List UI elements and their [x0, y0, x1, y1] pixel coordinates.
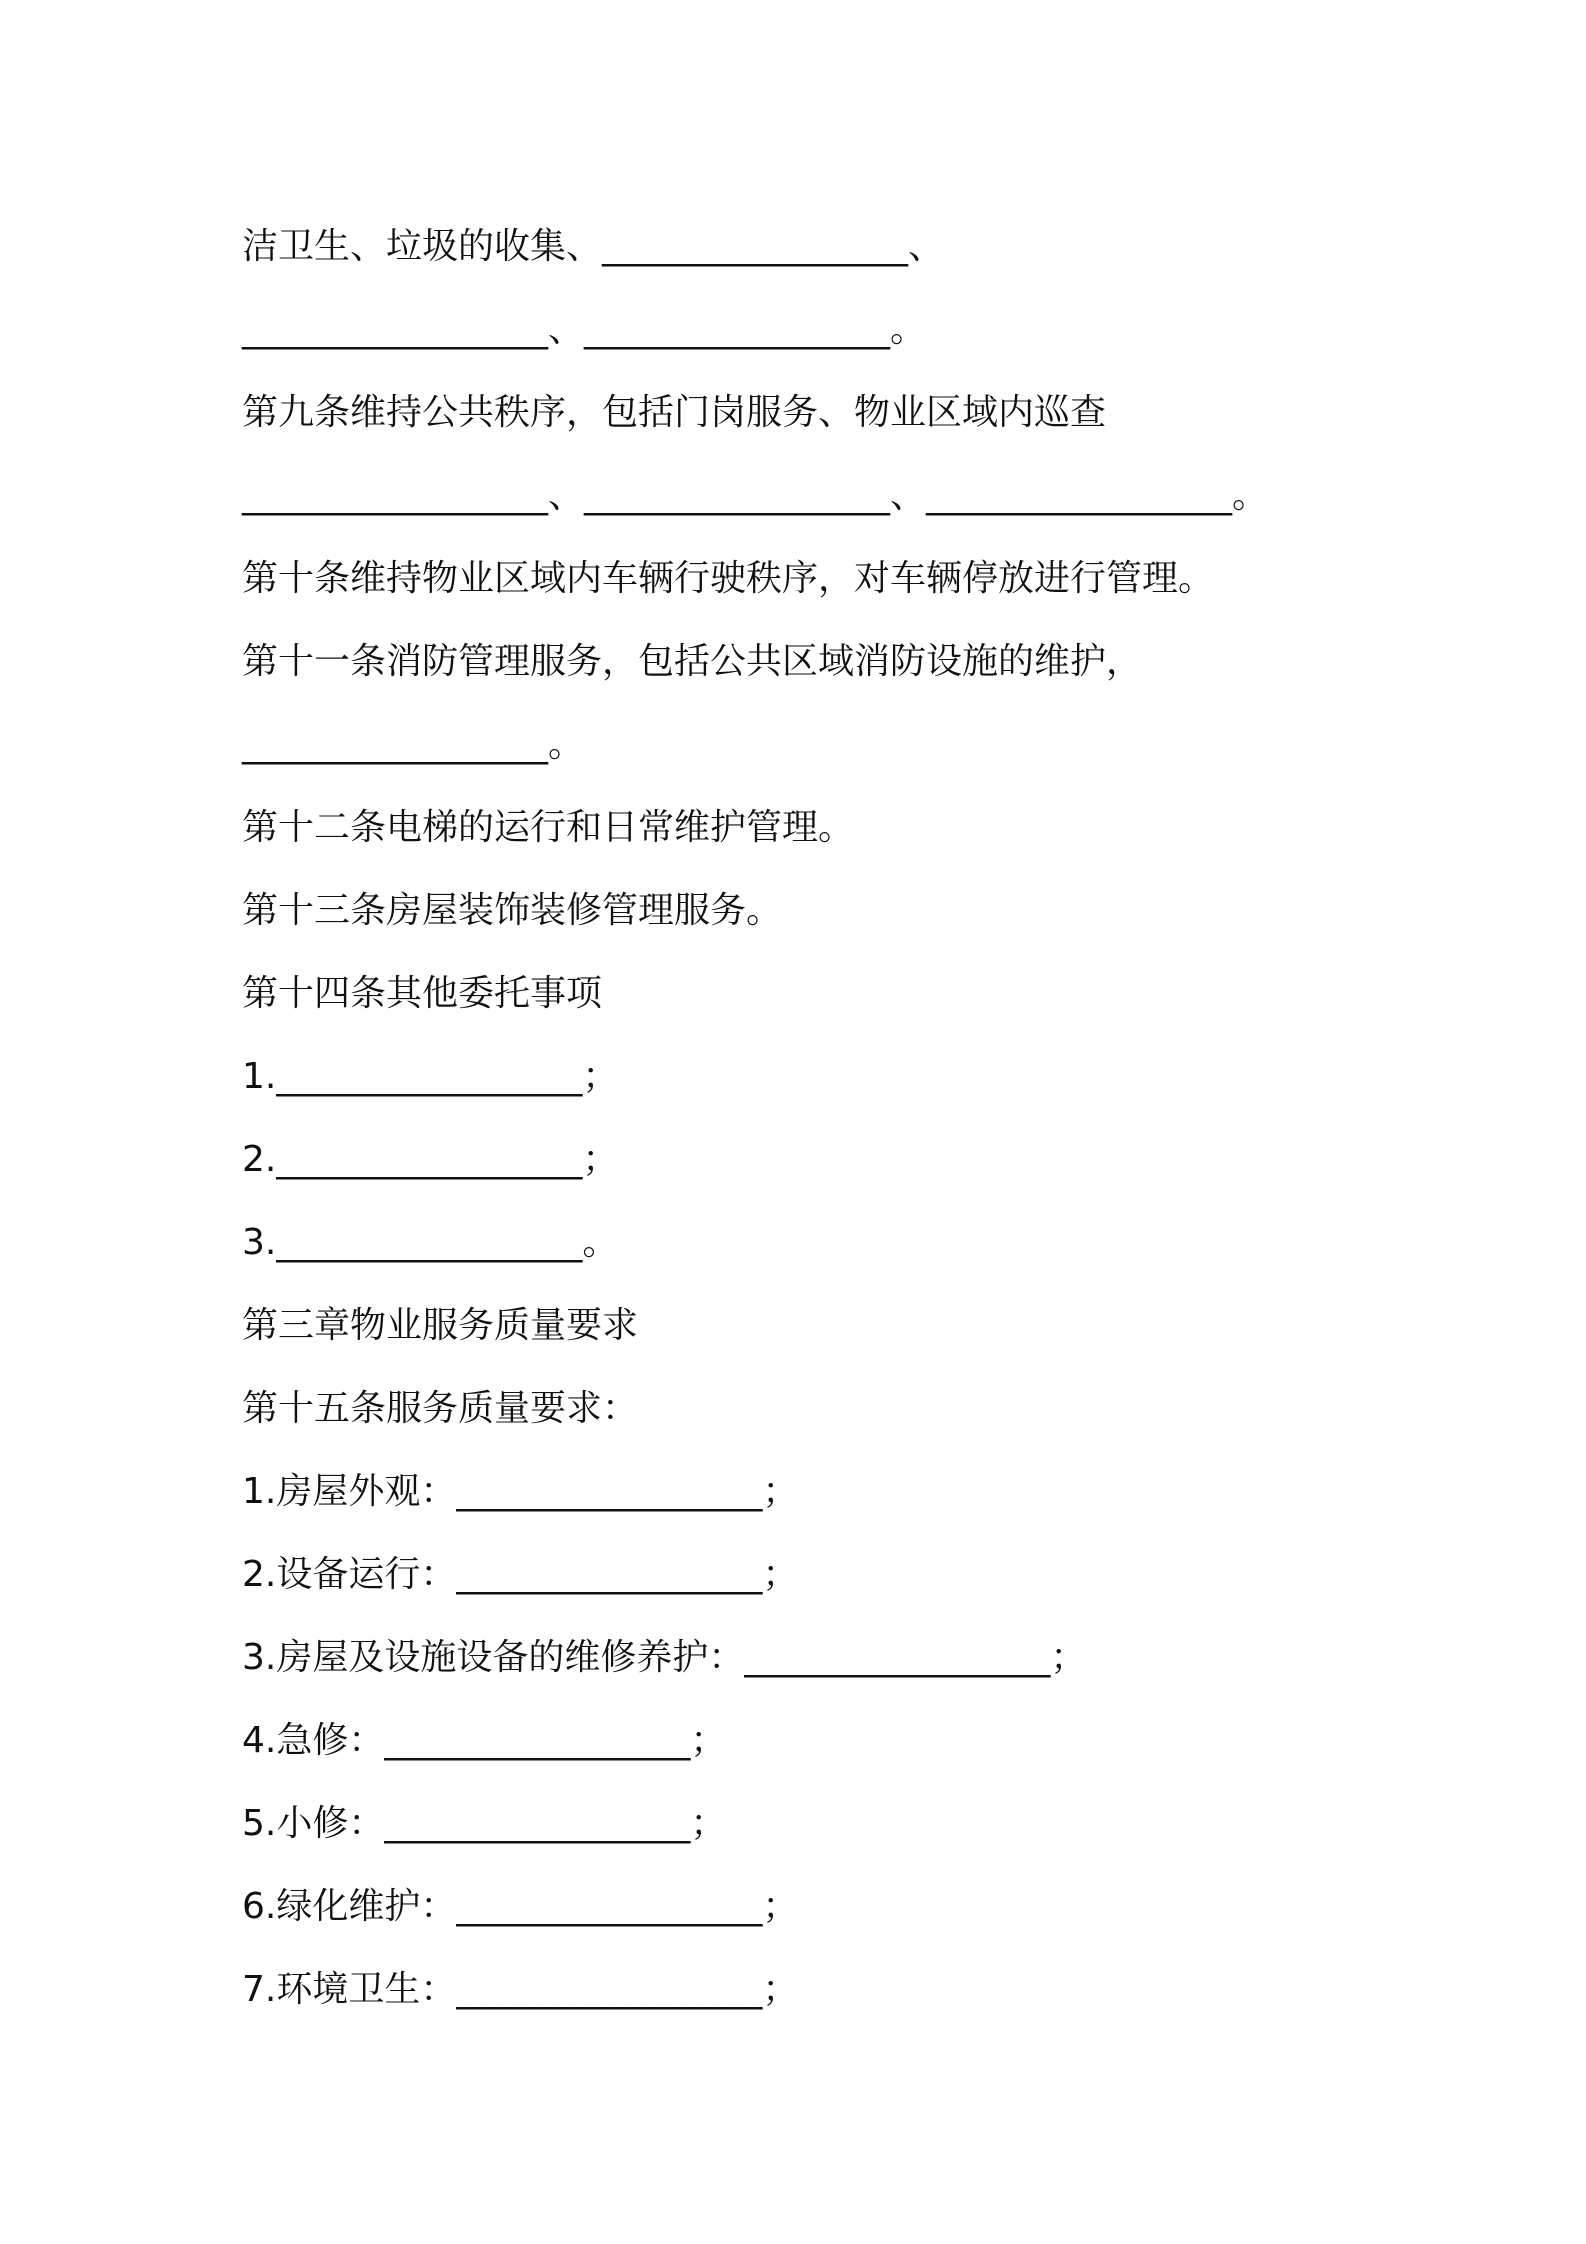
text-line-7: _________________。: [242, 724, 584, 765]
article-13: 第十三条房屋装饰装修管理服务。: [242, 890, 783, 931]
article-14: 第十四条其他委托事项: [242, 973, 603, 1014]
text-line-4: _________________、_________________、_________________。: [242, 475, 1268, 516]
list-item: 1._________________；: [242, 1056, 619, 1097]
text-line-2: _________________、_________________。: [242, 309, 926, 350]
list-item: 2.设备运行：_________________；: [242, 1554, 799, 1595]
list-item: 6.绿化维护：_________________；: [242, 1886, 799, 1927]
list-item: 1.房屋外观：_________________；: [242, 1471, 799, 1512]
article-9: 第九条维持公共秩序，包括门岗服务、物业区域内巡查: [242, 392, 1107, 433]
list-item: 3._________________。: [242, 1222, 619, 1263]
list-item: 5.小修：_________________；: [242, 1803, 727, 1844]
list-item: 2._________________；: [242, 1139, 619, 1180]
list-item: 7.环境卫生：_________________；: [242, 1969, 799, 2010]
list-item: 4.急修：_________________；: [242, 1720, 727, 1761]
article-15: 第十五条服务质量要求：: [242, 1388, 639, 1429]
article-12: 第十二条电梯的运行和日常维护管理。: [242, 807, 855, 848]
article-11: 第十一条消防管理服务，包括公共区域消防设施的维护，: [242, 641, 1143, 682]
document-body: [242, 205, 1442, 2031]
list-item: 3.房屋及设施设备的维修养护：_________________；: [242, 1637, 1087, 1678]
text-line-1: 洁卫生、垃圾的收集、_________________、: [242, 226, 945, 267]
article-10: 第十条维持物业区域内车辆行驶秩序，对车辆停放进行管理。: [242, 558, 1215, 599]
chapter-3-heading: 第三章物业服务质量要求: [242, 1305, 639, 1346]
